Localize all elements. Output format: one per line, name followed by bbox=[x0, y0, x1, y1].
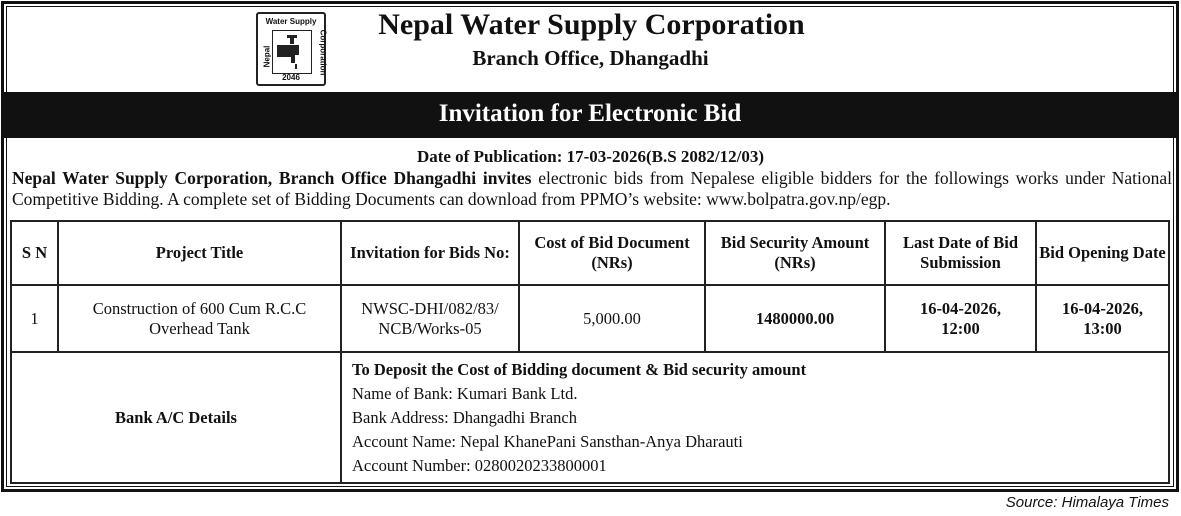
logo-year: 2046 bbox=[282, 73, 300, 82]
col-ifb: Invitation for Bids No: bbox=[341, 221, 519, 285]
col-opening: Bid Opening Date bbox=[1036, 221, 1169, 285]
table-row bbox=[11, 285, 1169, 352]
account-number: Account Number: 0280020233800001 bbox=[352, 455, 607, 475]
bank-label: Bank A/C Details bbox=[11, 352, 341, 483]
org-title: Nepal Water Supply Corporation bbox=[378, 8, 805, 41]
intro-paragraph bbox=[12, 168, 1172, 210]
cell-sn: 1 bbox=[11, 285, 58, 352]
col-security: Bid Security Amount (NRs) bbox=[705, 221, 885, 285]
col-cost: Cost of Bid Document (NRs) bbox=[519, 221, 705, 285]
col-sn: S N bbox=[11, 221, 58, 285]
notice-title: Invitation for Electronic Bid bbox=[4, 92, 1176, 138]
bid-table bbox=[10, 220, 1170, 484]
logo-text-left: Nepal bbox=[262, 45, 272, 68]
source-credit: Source: Himalaya Times bbox=[1005, 494, 1169, 511]
account-name: Account Name: Nepal KhanePani Sansthan-Anya Dharauti bbox=[352, 431, 743, 451]
col-last-date: Last Date of Bid Submission bbox=[885, 221, 1036, 285]
col-title: Project Title bbox=[58, 221, 341, 285]
bank-details bbox=[341, 352, 1169, 483]
cell-security: 1480000.00 bbox=[705, 285, 885, 352]
cell-title: Construction of 600 Cum R.C.C Overhead Tank bbox=[58, 285, 341, 352]
branch-title: Branch Office, Dhangadhi bbox=[472, 46, 709, 70]
publication-date: Date of Publication: 17-03-2026(B.S 2082/12/03) bbox=[416, 147, 765, 166]
cell-opening: 16-04-2026, 13:00 bbox=[1036, 285, 1169, 352]
intro-bold: Nepal Water Supply Corporation, Branch Office Dhangadhi invites bbox=[12, 168, 532, 188]
logo-text-right: Corporation bbox=[318, 29, 328, 76]
bank-address: Bank Address: Dhangadhi Branch bbox=[352, 407, 577, 427]
bank-row bbox=[11, 352, 1169, 483]
cell-last-date: 16-04-2026, 12:00 bbox=[885, 285, 1036, 352]
cell-cost: 5,000.00 bbox=[519, 285, 705, 352]
logo-text-top: Water Supply bbox=[265, 17, 317, 26]
bank-name: Name of Bank: Kumari Bank Ltd. bbox=[352, 383, 578, 403]
intro-text: electronic bids from Nepalese eligible bidders for the followings works under National Competitive Bidding. A complete set of Bidding Documents can download from PPMO’s website: www.bolpatra.gov.np/egp. bbox=[12, 168, 1172, 209]
bank-heading: To Deposit the Cost of Bidding document & Bid security amount bbox=[352, 359, 807, 379]
cell-ifb: NWSC-DHI/082/83/ NCB/Works-05 bbox=[341, 285, 519, 352]
table-header-row bbox=[11, 221, 1169, 285]
